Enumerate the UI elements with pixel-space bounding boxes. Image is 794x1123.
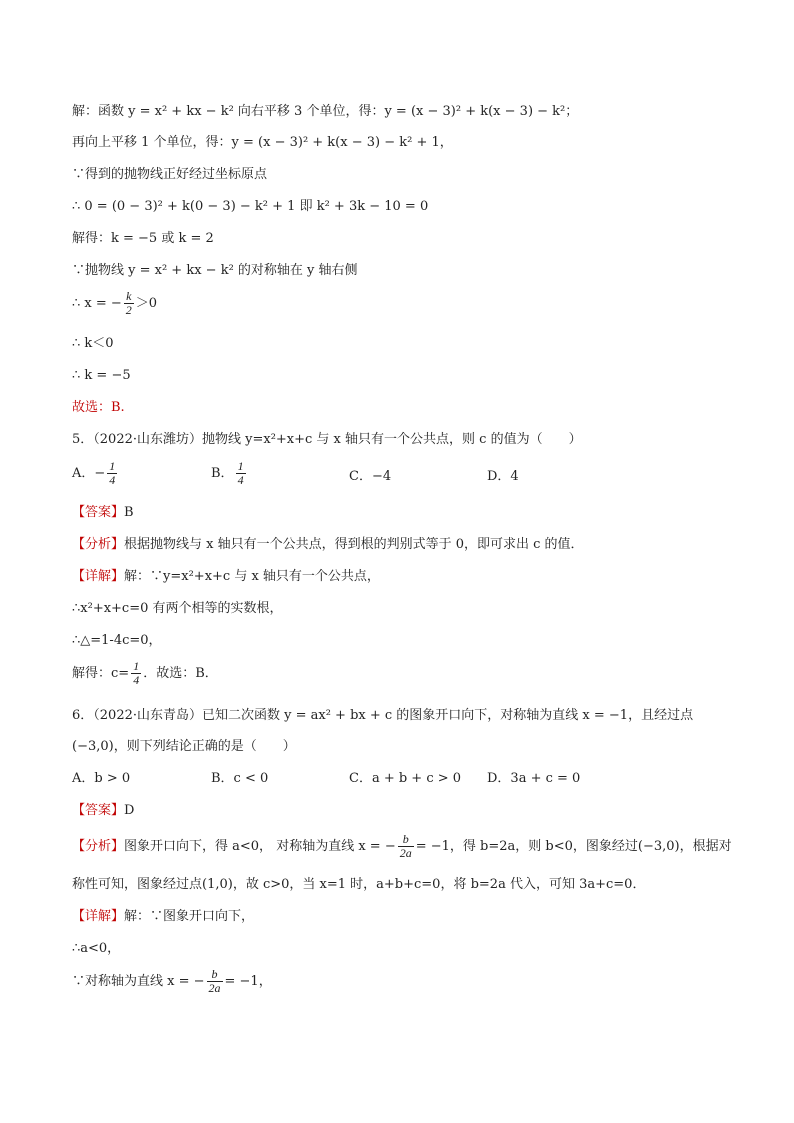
q6-answer bbox=[72, 802, 134, 820]
q5-option-b bbox=[211, 460, 248, 487]
fraction-den: 4 bbox=[133, 673, 140, 687]
q6-stem-2: (−3,0)，则下列结论正确的是（ ） bbox=[72, 739, 296, 754]
analysis-text: 根据抛物线与 x 轴只有一个公共点，得到根的判别式等于 0，即可求出 c 的值． bbox=[124, 537, 584, 552]
fraction bbox=[124, 290, 134, 317]
solution-line-5: 解得：k = −5 或 k = 2 bbox=[72, 231, 214, 246]
q6-detail-1 bbox=[72, 908, 254, 926]
q6-analysis-1 bbox=[72, 833, 732, 860]
detail-text: 解：∵y=x²+x+c 与 x 轴只有一个公共点， bbox=[124, 569, 380, 584]
q5-answer bbox=[72, 504, 134, 522]
solution-line-7 bbox=[72, 290, 157, 317]
solution-line-6: ∵抛物线 y = x² + kx − k² 的对称轴在 y 轴右侧 bbox=[72, 263, 358, 278]
solution-line-10: 故选：B. bbox=[72, 400, 125, 415]
analysis-tag: 【分析】 bbox=[72, 537, 125, 552]
l7-pre: ∴ x = − bbox=[72, 296, 122, 311]
fraction-den: 2a bbox=[208, 981, 221, 995]
detail-text: 解：∵图象开口向下， bbox=[124, 909, 255, 924]
fraction-den: 2 bbox=[125, 303, 132, 317]
q5-stem: 5．（2022·山东潍坊）抛物线 y=x²+x+c 与 x 轴只有一个公共点，则 c 的值为（ ） bbox=[72, 432, 582, 447]
solution-line-2: 再向上平移 1 个单位，得：y = (x − 3)² + k(x − 3) − k² + 1， bbox=[72, 135, 453, 150]
solution-line-4: ∴ 0 = (0 − 3)² + k(0 − 3) − k² + 1 即 k² + 3k − 10 = 0 bbox=[72, 199, 429, 214]
q6-analysis-2: 称性可知，图象经过点(1,0)，故 c>0，当 x=1 时，a+b+c=0，将 b=2a 代入，可知 3a+c=0． bbox=[72, 877, 646, 892]
fraction-num: 1 bbox=[237, 459, 244, 473]
q6-detail-2: ∴a<0， bbox=[72, 941, 121, 956]
answer-value: D bbox=[124, 803, 135, 818]
analysis-tag: 【分析】 bbox=[72, 839, 125, 854]
fraction-den: 4 bbox=[237, 473, 244, 487]
fraction-num: k bbox=[126, 289, 132, 303]
q5-a-label: A．− bbox=[72, 466, 106, 481]
answer-tag: 【答案】 bbox=[72, 505, 125, 520]
fraction bbox=[236, 460, 246, 487]
q5-detail-3: ∴△=1-4c=0， bbox=[72, 633, 162, 648]
l7-post: ＞0 bbox=[135, 296, 158, 311]
q5-b-label: B． bbox=[211, 466, 234, 481]
fraction-num: 1 bbox=[133, 659, 140, 673]
fraction-num: 1 bbox=[109, 459, 116, 473]
q5-detail-4 bbox=[72, 660, 218, 687]
solution-line-3: ∵得到的抛物线正好经过坐标原点 bbox=[72, 167, 268, 182]
q6-option-d: D．3a + c = 0 bbox=[487, 771, 581, 786]
fraction bbox=[398, 833, 414, 860]
q6-option-c: C．a + b + c > 0 bbox=[349, 771, 462, 786]
analysis1-post: = −1，得 b=2a，则 b<0，图象经过(−3,0)，根据对 bbox=[415, 839, 732, 854]
analysis1-pre: 图象开口向下，得 a<0， 对称轴为直线 x = − bbox=[124, 839, 396, 854]
q6-option-b: B．c < 0 bbox=[211, 771, 269, 786]
solution-line-9: ∴ k = −5 bbox=[72, 368, 131, 383]
fraction bbox=[131, 660, 141, 687]
fraction-den: 4 bbox=[109, 473, 116, 487]
detail3-pre: ∵对称轴为直线 x = − bbox=[72, 974, 205, 989]
detail-tag: 【详解】 bbox=[72, 909, 125, 924]
answer-tag: 【答案】 bbox=[72, 803, 125, 818]
q5-option-d: D．4 bbox=[487, 469, 519, 484]
q6-detail-3 bbox=[72, 968, 272, 995]
q5-detail-1 bbox=[72, 568, 380, 586]
fraction-den: 2a bbox=[399, 846, 412, 860]
fraction bbox=[207, 968, 223, 995]
solution-line-1: 解：函数 y = x² + kx − k² 向右平移 3 个单位，得：y = (x − 3)² + k(x − 3) − k²； bbox=[72, 104, 579, 119]
detail3-post: = −1， bbox=[224, 974, 272, 989]
fraction-num: b bbox=[211, 967, 218, 981]
detail-tag: 【详解】 bbox=[72, 569, 125, 584]
answer-value: B bbox=[124, 505, 134, 520]
fraction-num: b bbox=[402, 832, 409, 846]
detail4-post: ．故选：B． bbox=[143, 666, 218, 681]
solution-line-8: ∴ k＜0 bbox=[72, 336, 114, 351]
detail4-pre: 解得：c= bbox=[72, 666, 130, 681]
q5-analysis bbox=[72, 536, 584, 554]
q6-option-a: A．b > 0 bbox=[72, 771, 131, 786]
q5-option-c: C．−4 bbox=[349, 469, 392, 484]
q6-stem-1: 6．（2022·山东青岛）已知二次函数 y = ax² + bx + c 的图象开口向下，对称轴为直线 x = −1，且经过点 bbox=[72, 708, 694, 723]
q5-option-a bbox=[72, 460, 119, 487]
fraction bbox=[107, 460, 117, 487]
q5-detail-2: ∴x²+x+c=0 有两个相等的实数根， bbox=[72, 601, 283, 616]
